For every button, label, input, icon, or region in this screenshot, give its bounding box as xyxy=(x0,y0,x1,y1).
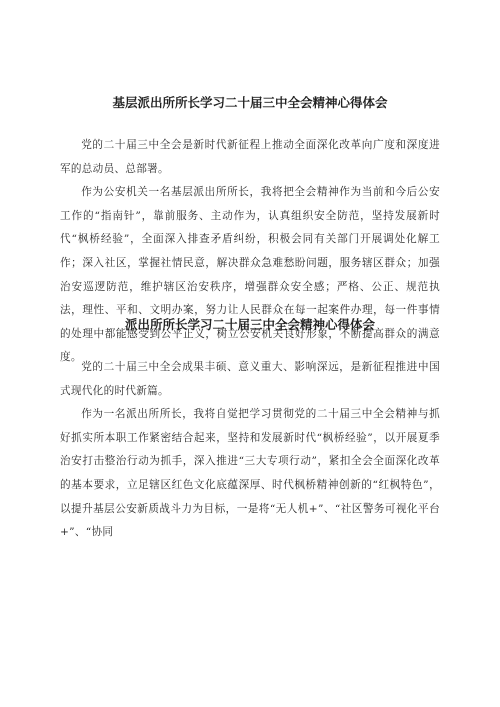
article-paragraph: 作为一名派出所所长，我将自觉把学习贯彻党的二十届三中全会精神与抓好抓实所本职工作紧密结合起来，坚持和发展新时代“枫桥经验”，以开展夏季治安打击整治行动为抓手，深入推进“三大专项行动”，紧扣全会全面深化改革的基本要求，立足辖区红色文化底蕴深厚、时代枫桥精神创新的“红枫特色”，以提升基层公安新质战斗力为目标，一是将“无人机+”、“社区警务可视化平台+”、“协同 xyxy=(60,408,440,539)
article-paragraph: 党的二十届三中全会是新时代新征程上推动全面深化改革向广度和深度进军的总动员、总部署。 xyxy=(60,139,440,175)
article-paragraph: 党的二十届三中全会成果丰硕、意义重大、影响深远，是新征程推进中国式现代化的时代新篇。 xyxy=(60,361,440,397)
article-paragraph: 作为公安机关一名基层派出所所长，我将把全会精神作为当前和今后公安工作的“指南针”，靠前服务、主动作为，认真组织安全防范，坚持发展新时代“枫桥经验”，全面深入排查矛盾纠纷，积极会同有关部门开展调处化解工作；深入社区，掌握社情民意，解决群众急难愁盼问题，服务辖区群众；加强治安巡逻防范，维护辖区治安秩序，增强群众安全感；严格、公正、规范执法，理性、平和、文明办案，努力让人民群众在每一起案件办理，每一件事情的处理中都能感受到公平正义，树立公安机关良好形象，不断提高群众的满意度。 xyxy=(60,186,440,364)
article-section-2 xyxy=(60,316,440,545)
article-title-2: 派出所所长学习二十届三中全会精神心得体会 xyxy=(124,317,375,332)
article-title-1: 基层派出所所长学习二十届三中全会精神心得体会 xyxy=(112,95,388,110)
